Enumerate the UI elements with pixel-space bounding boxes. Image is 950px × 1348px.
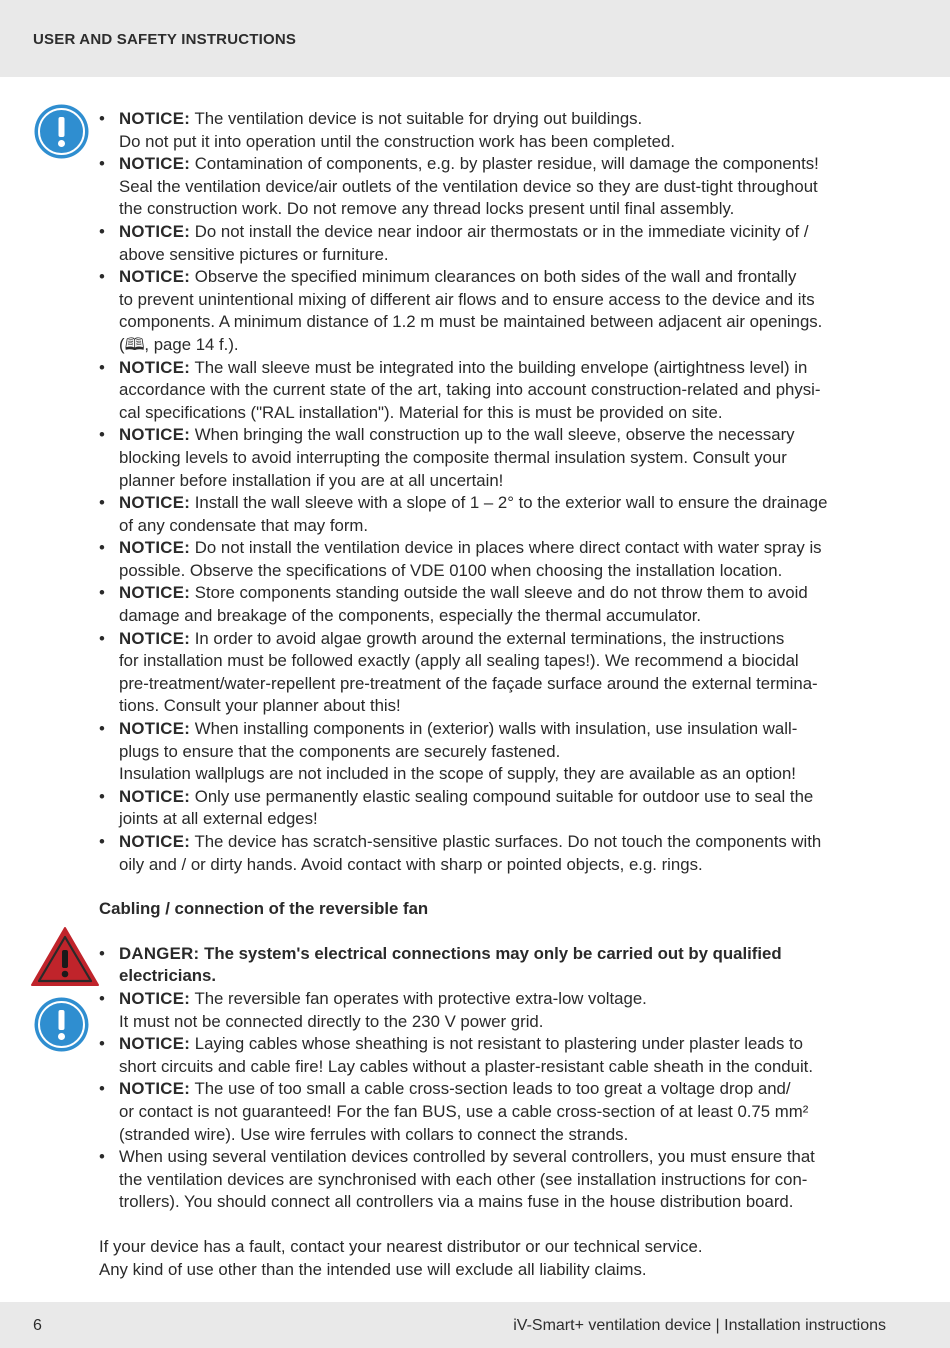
notice-list: [99, 108, 889, 876]
notice-text: When installing components in (exterior) walls with insulation, use insulation wall-: [194, 719, 798, 739]
notice-text: When using several ventilation devices controlled by several controllers, you must ensure that: [119, 1147, 815, 1167]
notice-line: [119, 1101, 889, 1124]
notice-text: for installation must be followed exactly (apply all sealing tapes!). We recommend a biocidal: [119, 651, 799, 671]
notice-item: [99, 108, 889, 153]
notice-line: [119, 560, 889, 583]
notice-text: of any condensate that may form.: [119, 515, 369, 535]
notice-line: [119, 965, 889, 988]
notice-line: [119, 854, 889, 877]
notice-text: When bringing the wall construction up to the wall sleeve, observe the necessary: [194, 425, 795, 445]
notice-label: NOTICE:: [119, 221, 191, 241]
notice-text: components. A minimum distance of 1.2 m must be maintained between adjacent air openings.: [119, 312, 823, 332]
notice-line: [119, 379, 889, 402]
notice-line: [119, 334, 889, 357]
notice-text: the ventilation devices are synchronised with each other (see installation instructions for con-: [119, 1169, 808, 1189]
notice-text: blocking levels to avoid interrupting the composite thermal insulation system. Consult your: [119, 447, 787, 467]
closing-text: [99, 1236, 889, 1281]
notice-label: NOTICE:: [119, 1079, 191, 1099]
notice-line: [119, 537, 889, 560]
notice-line: [119, 582, 889, 605]
notice-text: plugs to ensure that the components are securely fastened.: [119, 741, 561, 761]
page-header: [0, 0, 950, 77]
notice-item: [99, 1078, 889, 1146]
notice-item: [99, 786, 889, 831]
notice-text: to prevent unintentional mixing of different air flows and to ensure access to the device and its: [119, 289, 815, 309]
notice-text: It must not be connected directly to the 230 V power grid.: [119, 1011, 544, 1031]
notice-line: [119, 1011, 889, 1034]
notice-item: [99, 266, 889, 356]
notice-label: NOTICE:: [119, 538, 191, 558]
notice-item: [99, 628, 889, 718]
notice-item: [99, 1146, 889, 1214]
notice-text: The use of too small a cable cross-section leads to too great a voltage drop and/: [194, 1079, 791, 1099]
notice-item: [99, 492, 889, 537]
notice-line: [119, 741, 889, 764]
notice-label: NOTICE:: [119, 1034, 191, 1054]
notice-item: [99, 582, 889, 627]
notice-text: Observe the specified minimum clearances on both sides of the wall and frontally: [194, 267, 797, 287]
notice-label: NOTICE:: [119, 832, 191, 851]
notice-line: [119, 673, 889, 696]
notice-label: NOTICE:: [119, 628, 191, 648]
notice-line: [119, 1078, 889, 1101]
notice-item: [99, 221, 889, 266]
notice-text: above sensitive pictures or furniture.: [119, 244, 389, 264]
notice-text: the construction work. Do not remove any thread locks present until final assembly.: [119, 199, 735, 219]
section-heading: Cabling / connection of the reversible fan: [99, 899, 429, 919]
page-content: [99, 108, 889, 1281]
notice-text: electricians.: [119, 966, 217, 986]
notice-line: [119, 943, 889, 966]
notice-line: [119, 1056, 889, 1079]
notice-text: pre-treatment/water-repellent pre-treatment of the façade surface around the external termina-: [119, 673, 818, 693]
notice-text: Install the wall sleeve with a slope of 1 – 2° to the exterior wall to ensure the drainage: [194, 493, 828, 513]
notice-line: [119, 628, 889, 651]
notice-line: [119, 492, 889, 515]
page-footer: [0, 1302, 950, 1348]
notice-line: [119, 470, 889, 493]
notice-line: [119, 221, 889, 244]
notice-label: NOTICE:: [119, 154, 191, 174]
notice-line: [119, 1033, 889, 1056]
notice-line: [119, 198, 889, 221]
notice-text: (stranded wire). Use wire ferrules with collars to connect the strands.: [119, 1124, 629, 1144]
notice-text: The device has scratch-sensitive plastic surfaces. Do not touch the components with: [194, 832, 822, 851]
notice-label: NOTICE:: [119, 357, 191, 377]
header-title: USER AND SAFETY INSTRUCTIONS: [33, 31, 297, 48]
notice-line: [119, 311, 889, 334]
notice-item: [99, 718, 889, 786]
notice-line: [119, 1146, 889, 1169]
notice-label: NOTICE:: [119, 988, 191, 1008]
notice-line: [119, 266, 889, 289]
notice-line: [119, 763, 889, 786]
page-number: 6: [33, 1317, 42, 1334]
notice-icon: [33, 996, 90, 1053]
danger-label: DANGER:: [119, 943, 200, 963]
notice-line: [119, 176, 889, 199]
notice-line: [119, 718, 889, 741]
notice-text: cal specifications ("RAL installation"). Material for this is must be provided on site.: [119, 402, 723, 422]
notice-line: [119, 1124, 889, 1147]
document-title: iV-Smart+ ventilation device | Installation instructions: [513, 1317, 886, 1334]
notice-line: [119, 447, 889, 470]
notice-line: [119, 988, 889, 1011]
notice-text: tions. Consult your planner about this!: [119, 696, 401, 716]
notice-text: Laying cables whose sheathing is not resistant to plastering under plaster leads to: [194, 1034, 803, 1054]
notice-text: joints at all external edges!: [119, 809, 318, 829]
notice-text: Contamination of components, e.g. by plaster residue, will damage the components!: [194, 154, 819, 174]
notice-item: [99, 988, 889, 1033]
notice-text: (🕮, page 14 f.).: [119, 334, 239, 354]
notice-text: The system's electrical connections may only be carried out by qualified: [204, 943, 782, 963]
notice-text: or contact is not guaranteed! For the fan BUS, use a cable cross-section of at least 0.75 mm²: [119, 1101, 809, 1121]
notice-label: NOTICE:: [119, 719, 191, 739]
notice-line: [119, 1191, 889, 1214]
notice-text: oily and / or dirty hands. Avoid contact with sharp or pointed objects, e.g. rings.: [119, 854, 703, 874]
notice-text: planner before installation if you are at all uncertain!: [119, 470, 504, 490]
notice-text: short circuits and cable fire! Lay cables without a plaster-resistant cable sheath in the conduit.: [119, 1056, 813, 1076]
notice-icon: [33, 103, 90, 160]
cabling-list: [99, 943, 889, 1214]
notice-label: NOTICE:: [119, 583, 191, 603]
danger-item: [99, 943, 889, 988]
notice-line: [119, 1169, 889, 1192]
notice-text: possible. Observe the specifications of VDE 0100 when choosing the installation location.: [119, 560, 783, 580]
notice-label: NOTICE:: [119, 267, 191, 287]
notice-line: [119, 695, 889, 718]
notice-line: [119, 605, 889, 628]
notice-line: [119, 244, 889, 267]
notice-line: [119, 402, 889, 425]
notice-text: Only use permanently elastic sealing compound suitable for outdoor use to seal the: [194, 786, 814, 806]
notice-label: NOTICE:: [119, 786, 191, 806]
notice-line: [119, 131, 889, 154]
notice-label: NOTICE:: [119, 493, 191, 513]
notice-text: accordance with the current state of the art, taking into account construction-related and physi-: [119, 380, 821, 400]
notice-label: NOTICE:: [119, 109, 191, 128]
warning-triangle-icon: [30, 926, 100, 987]
notice-line: [119, 786, 889, 809]
notice-line: [119, 153, 889, 176]
notice-text: Do not install the device near indoor air thermostats or in the immediate vicinity of /: [194, 221, 809, 241]
notice-item: [99, 1033, 889, 1078]
notice-text: Store components standing outside the wall sleeve and do not throw them to avoid: [194, 583, 808, 603]
notice-item: [99, 424, 889, 492]
notice-text: damage and breakage of the components, especially the thermal accumulator.: [119, 606, 702, 626]
notice-item: [99, 153, 889, 221]
notice-line: [119, 831, 889, 854]
notice-item: [99, 831, 889, 876]
notice-text: The ventilation device is not suitable for drying out buildings.: [194, 109, 643, 128]
notice-text: The reversible fan operates with protective extra-low voltage.: [194, 988, 647, 1008]
closing-line: Any kind of use other than the intended use will exclude all liability claims.: [99, 1259, 647, 1279]
notice-item: [99, 537, 889, 582]
closing-line: If your device has a fault, contact your nearest distributor or our technical service.: [99, 1236, 703, 1256]
notice-line: [119, 650, 889, 673]
notice-item: [99, 357, 889, 425]
notice-text: In order to avoid algae growth around the external terminations, the instructions: [194, 628, 785, 648]
notice-text: Do not put it into operation until the construction work has been completed.: [119, 131, 675, 151]
notice-line: [119, 515, 889, 538]
notice-line: [119, 357, 889, 380]
notice-text: Seal the ventilation device/air outlets of the ventilation device so they are dust-tight throughout: [119, 176, 818, 196]
notice-text: Do not install the ventilation device in places where direct contact with water spray is: [194, 538, 822, 558]
notice-text: The wall sleeve must be integrated into the building envelope (airtightness level) in: [194, 357, 808, 377]
notice-line: [119, 808, 889, 831]
notice-text: trollers). You should connect all controllers via a mains fuse in the house distribution board.: [119, 1192, 794, 1212]
notice-line: [119, 289, 889, 312]
notice-line: [119, 108, 889, 131]
notice-line: [119, 424, 889, 447]
notice-label: NOTICE:: [119, 425, 191, 445]
notice-text: Insulation wallplugs are not included in the scope of supply, they are available as an option!: [119, 764, 796, 784]
